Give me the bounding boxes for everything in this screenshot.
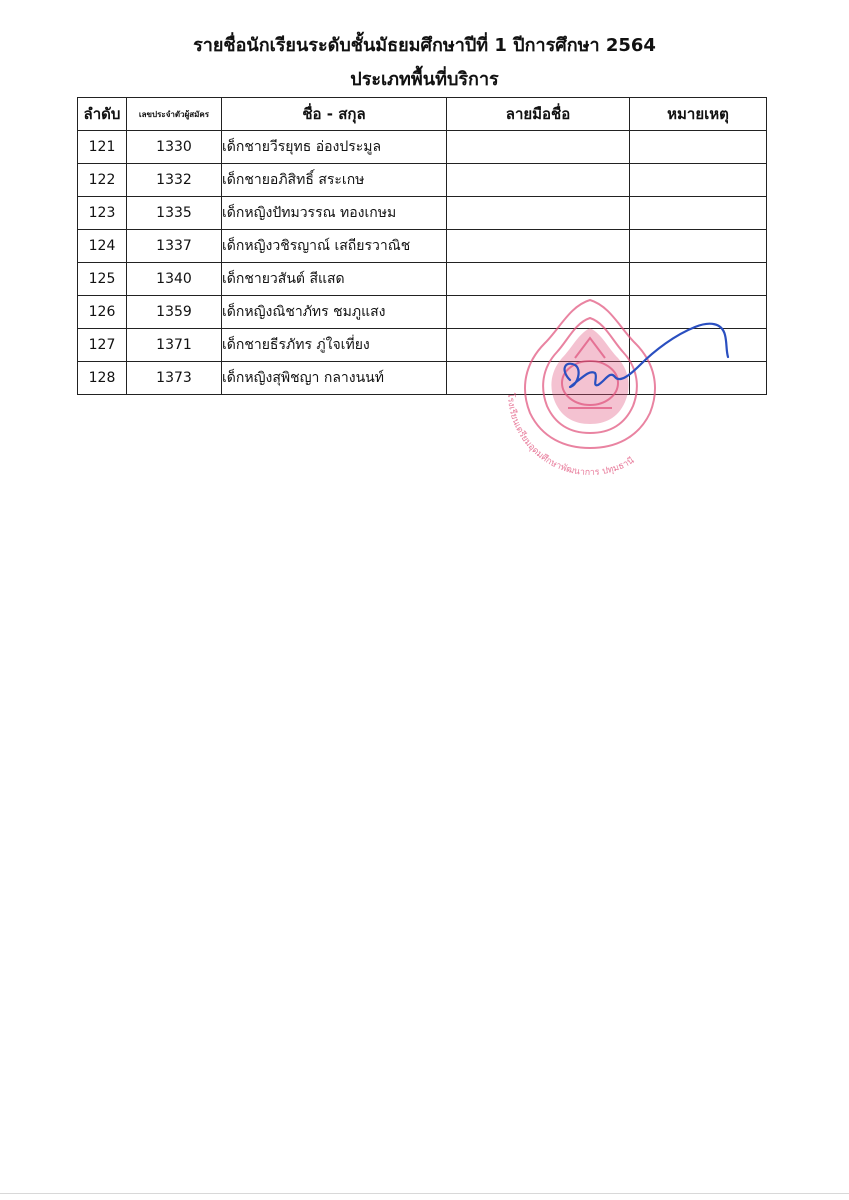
row-student-name: เด็กหญิงวชิรญาณ์ เสถียรวาณิช	[222, 230, 447, 263]
row-student-name: เด็กชายวสันต์ สีแสด	[222, 263, 447, 296]
row-remark-cell	[630, 164, 767, 197]
row-student-name: เด็กชายธีรภัทร ภู่ใจเที่ยง	[222, 329, 447, 362]
row-application-id: 1359	[127, 296, 222, 329]
header-application-id: เลขประจำตัวผู้สมัคร	[127, 98, 222, 131]
student-roster-table	[77, 97, 767, 395]
row-application-id: 1340	[127, 263, 222, 296]
row-student-name: เด็กหญิงปัทมวรรณ ทองเกษม	[222, 197, 447, 230]
table-row	[78, 197, 767, 230]
row-number: 123	[78, 197, 127, 230]
row-student-name: เด็กชายอภิสิทธิ์ สระเกษ	[222, 164, 447, 197]
row-number: 127	[78, 329, 127, 362]
row-application-id: 1335	[127, 197, 222, 230]
table-row	[78, 263, 767, 296]
row-application-id: 1330	[127, 131, 222, 164]
header-number: ลำดับ	[78, 98, 127, 131]
table-header-row	[78, 98, 767, 131]
table-row	[78, 296, 767, 329]
row-remark-cell	[630, 230, 767, 263]
row-remark-cell	[630, 362, 767, 395]
row-number: 128	[78, 362, 127, 395]
row-signature-cell	[447, 230, 630, 263]
row-student-name: เด็กชายวีรยุทธ อ่องประมูล	[222, 131, 447, 164]
row-application-id: 1371	[127, 329, 222, 362]
row-signature-cell	[447, 362, 630, 395]
table-row	[78, 362, 767, 395]
document-title: รายชื่อนักเรียนระดับชั้นมัธยมศึกษาปีที่ 1 ปีการศึกษา 2564	[193, 35, 656, 56]
row-number: 121	[78, 131, 127, 164]
table-row	[78, 131, 767, 164]
row-student-name: เด็กหญิงณิชาภัทร ชมภูแสง	[222, 296, 447, 329]
row-application-id: 1373	[127, 362, 222, 395]
document-subtitle: ประเภทพื้นที่บริการ	[350, 69, 499, 90]
row-number: 122	[78, 164, 127, 197]
seal-inscription: โรงเรียนเตรียมอุดมศึกษาพัฒนาการ ปทุมธานี	[504, 392, 637, 478]
header-remark: หมายเหตุ	[630, 98, 767, 131]
table-row	[78, 230, 767, 263]
table-row	[78, 329, 767, 362]
row-remark-cell	[630, 329, 767, 362]
row-remark-cell	[630, 263, 767, 296]
header-signature: ลายมือชื่อ	[447, 98, 630, 131]
row-signature-cell	[447, 131, 630, 164]
row-signature-cell	[447, 263, 630, 296]
row-student-name: เด็กหญิงสุพิชญา กลางนนท์	[222, 362, 447, 395]
row-application-id: 1337	[127, 230, 222, 263]
header-name: ชื่อ - สกุล	[222, 98, 447, 131]
row-signature-cell	[447, 296, 630, 329]
row-signature-cell	[447, 197, 630, 230]
row-number: 125	[78, 263, 127, 296]
row-remark-cell	[630, 296, 767, 329]
scan-edge-line	[0, 1193, 849, 1194]
row-number: 126	[78, 296, 127, 329]
row-signature-cell	[447, 164, 630, 197]
row-application-id: 1332	[127, 164, 222, 197]
row-remark-cell	[630, 197, 767, 230]
row-remark-cell	[630, 131, 767, 164]
row-number: 124	[78, 230, 127, 263]
table-row	[78, 164, 767, 197]
row-signature-cell	[447, 329, 630, 362]
svg-text:โรงเรียนเตรียมอุดมศึกษาพัฒนากา	[505, 393, 636, 478]
